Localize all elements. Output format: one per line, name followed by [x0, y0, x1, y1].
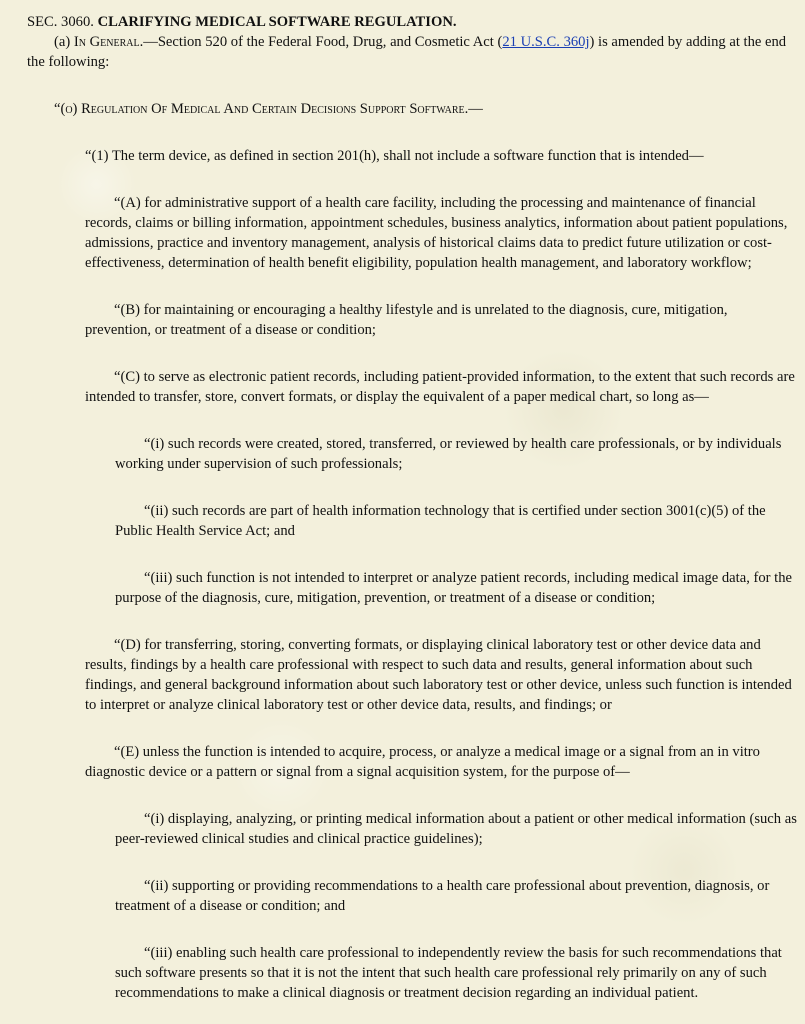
subsection-a-label: In General — [73, 34, 140, 50]
clause-a: “(A) for administrative support of a health care facility, including the processing and maintenance of financial records, claims or billing information, appointment schedules, business analytics, information about patient populations, admissions, practice and inventory management, analysis of historical claims data to predict future utilization or cost-effectiveness, determination of health benefit eligibility, population health management, and laboratory workflow; — [85, 195, 788, 271]
clause-e-item-ii: “(ii) supporting or providing recommendations to a health care professional about prevention, diagnosis, or treatment of a disease or condition; and — [115, 878, 770, 914]
usc-citation-link[interactable]: 21 U.S.C. 360j — [502, 34, 590, 50]
subsection-o-title: Regulation Of Medical And Certain Decisions Support Software.— — [81, 101, 483, 117]
clause-c-item-iii: “(iii) such function is not intended to interpret or analyze patient records, including medical image data, for the purpose of the diagnosis, cure, mitigation, prevention, or treatment of a disease or condition; — [115, 570, 792, 606]
subsection-a-marker: (a) — [54, 34, 71, 50]
section-number: SEC. 3060. — [27, 14, 94, 30]
clause-c-item-ii: “(ii) such records are part of health information technology that is certified under section 3001(c)(5) of the Public Health Service Act; and — [115, 503, 766, 539]
clause-e-item-iii: “(iii) enabling such health care professional to independently review the basis for such recommendations that such software presents so that it is not the intent that such health care professional rely primarily on any of such recommendations to make a clinical diagnosis or treatment decision regarding an individual patient. — [115, 945, 782, 1001]
section-title: CLARIFYING MEDICAL SOFTWARE REGULATION. — [97, 14, 457, 30]
subsection-a-text-before: .—Section 520 of the Federal Food, Drug, and Cosmetic Act ( — [139, 34, 503, 50]
subsection-a — [27, 32, 797, 72]
clause-e: “(E) unless the function is intended to acquire, process, or analyze a medical image or a signal from an in vitro diagnostic device or a pattern or signal from a signal acquisition system, for the purpose of— — [85, 744, 760, 780]
section-heading — [27, 12, 797, 32]
subsection-a-text-after: ) is amended by adding at the end the following: — [27, 34, 787, 70]
clause-c-item-i: “(i) such records were created, stored, transferred, or reviewed by health care professionals, or by individuals working under supervision of such professionals; — [115, 436, 782, 472]
clause-c: “(C) to serve as electronic patient records, including patient-provided information, to the extent that such records are intended to transfer, store, convert formats, or display the equivalent of a paper medical chart, so long as— — [85, 369, 795, 405]
paragraph-1: “(1) The term device, as defined in section 201(h), shall not include a software function that is intended— — [85, 148, 704, 164]
clause-d: “(D) for transferring, storing, converting formats, or displaying clinical laboratory test or other device data and results, findings by a health care professional with respect to such data and results, general information about such findings, and general background information about such laboratory test or other device, unless such function is intended to interpret or analyze clinical laboratory test or other device data, results, and findings; or — [85, 637, 792, 713]
clause-b: “(B) for maintaining or encouraging a healthy lifestyle and is unrelated to the diagnosis, cure, mitigation, prevention, or treatment of a disease or condition; — [85, 302, 728, 338]
subsection-o-marker: “(o) — [54, 101, 78, 117]
subsection-o-heading — [27, 99, 797, 119]
clause-e-item-i: “(i) displaying, analyzing, or printing medical information about a patient or other medical information (such as peer-reviewed clinical studies and clinical practice guidelines); — [115, 811, 797, 847]
